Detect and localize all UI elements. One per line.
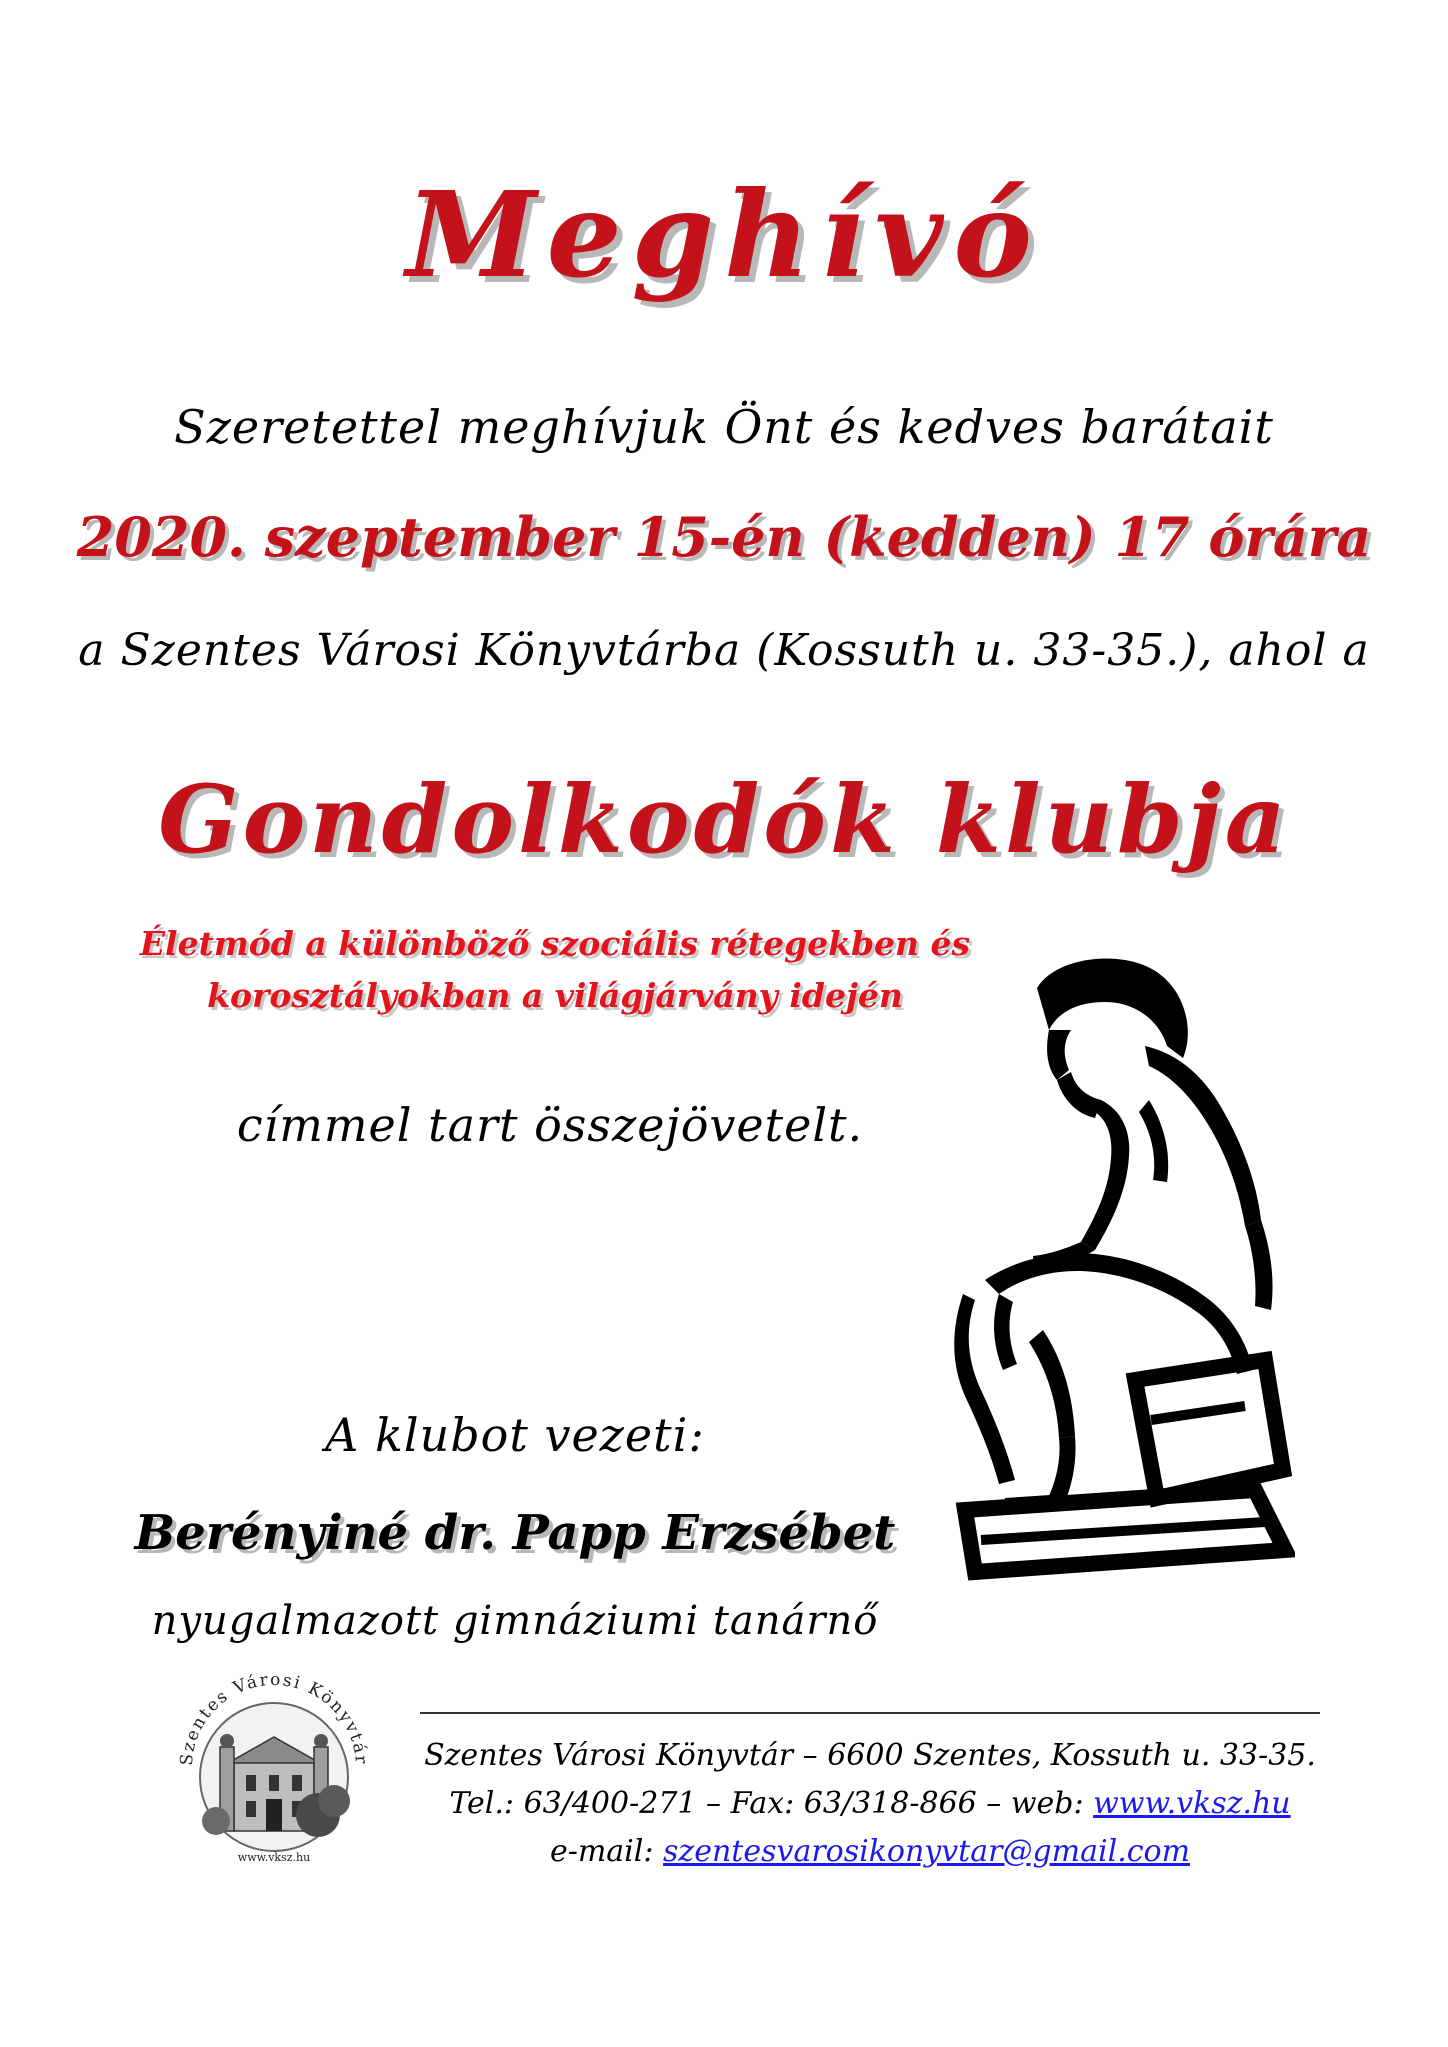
- footer-phone: Tel.: 63/400-271 – Fax: 63/318-866 – web:: [449, 1786, 1094, 1821]
- library-logo: [168, 1665, 380, 1877]
- event-datetime: 2020. szeptember 15-én (kedden) 17 órára: [76, 505, 1372, 569]
- meeting-text: címmel tart összejövetelt.: [236, 1098, 864, 1152]
- footer-email-line: [380, 1828, 1360, 1876]
- footer-contact-line: [380, 1780, 1360, 1828]
- club-name: Gondolkodók klubja: [158, 765, 1290, 875]
- page-title: Meghívó: [405, 165, 1043, 304]
- footer-divider: [420, 1712, 1320, 1714]
- web-link[interactable]: www.vksz.hu: [1093, 1786, 1291, 1821]
- event-topic-line-1: Életmód a különböző szociális rétegekben és: [139, 924, 971, 963]
- logo-bottom-text: www.vksz.hu: [237, 1851, 311, 1864]
- footer: [380, 1732, 1360, 1876]
- leader-name: Berényiné dr. Papp Erzsébet: [134, 1505, 896, 1561]
- thinker-statue-icon: [945, 950, 1295, 1590]
- footer-email-label: e-mail:: [549, 1834, 664, 1869]
- event-topic-line-2: korosztályokban a világjárvány idején: [207, 976, 903, 1015]
- intro-text: Szeretettel meghívjuk Önt és kedves barátait: [174, 400, 1274, 454]
- email-link[interactable]: szentesvarosikonyvtar@gmail.com: [663, 1834, 1191, 1869]
- leader-role: nyugalmazott gimnáziumi tanárnő: [151, 1598, 879, 1644]
- footer-address: Szentes Városi Könyvtár – 6600 Szentes, Kossuth u. 33-35.: [424, 1738, 1316, 1773]
- event-topic: [130, 918, 980, 1022]
- logo-ring-text: Szentes Városi Könyvtár: [176, 1669, 372, 1767]
- event-venue: a Szentes Városi Könyvtárba (Kossuth u. 33-35.), ahol a: [78, 625, 1370, 676]
- leader-label: A klubot vezeti:: [325, 1408, 705, 1462]
